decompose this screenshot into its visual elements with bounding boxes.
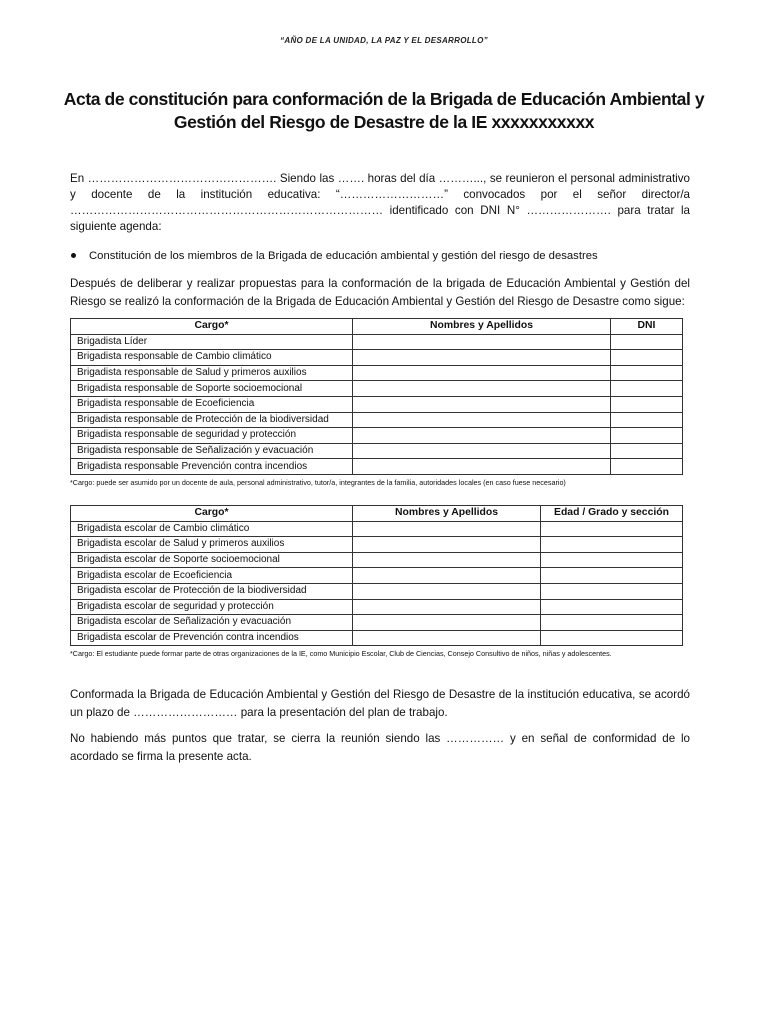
- table-row: [71, 412, 683, 428]
- table-row: [71, 599, 683, 615]
- column-header-nombres: Nombres y Apellidos: [353, 506, 541, 522]
- column-header-cargo: Cargo*: [71, 319, 353, 335]
- column-header-cargo: Cargo*: [71, 506, 353, 522]
- table-row: [71, 568, 683, 584]
- cargo-cell: Brigadista responsable de Soporte socioemocional: [71, 381, 353, 397]
- nombres-input-cell[interactable]: [353, 521, 541, 537]
- cargo-cell: Brigadista escolar de Ecoeficiencia: [71, 568, 353, 584]
- cargo-cell: Brigadista escolar de Prevención contra incendios: [71, 630, 353, 646]
- table1-footnote: *Cargo: puede ser asumido por un docente de aula, personal administrativo, tutor/a, integrantes de la familia, autoridades locales (en caso fuese necesario): [70, 478, 566, 487]
- dni-input-cell[interactable]: [611, 443, 683, 459]
- table-row: [71, 365, 683, 381]
- nombres-input-cell[interactable]: [353, 615, 541, 631]
- nombres-input-cell[interactable]: [353, 350, 611, 366]
- cargo-cell: Brigadista responsable de Protección de la biodiversidad: [71, 412, 353, 428]
- cargo-cell: Brigadista responsable de Señalización y evacuación: [71, 443, 353, 459]
- edad-grado-input-cell[interactable]: [541, 599, 683, 615]
- nombres-input-cell[interactable]: [353, 583, 541, 599]
- edad-grado-input-cell[interactable]: [541, 521, 683, 537]
- edad-grado-input-cell[interactable]: [541, 552, 683, 568]
- header-motto: “AÑO DE LA UNIDAD, LA PAZ Y EL DESARROLLO”: [280, 36, 488, 45]
- table-row: [71, 334, 683, 350]
- nombres-input-cell[interactable]: [353, 599, 541, 615]
- table2-footnote: *Cargo: El estudiante puede formar parte de otras organizaciones de la IE, como Municipio Escolar, Club de Ciencias, Consejo Consultivo de niños, niñas y adolescentes.: [70, 649, 612, 658]
- cargo-cell: Brigadista escolar de Cambio climático: [71, 521, 353, 537]
- nombres-input-cell[interactable]: [353, 459, 611, 475]
- cargo-cell: Brigadista Líder: [71, 334, 353, 350]
- cargo-cell: Brigadista responsable Prevención contra incendios: [71, 459, 353, 475]
- nombres-input-cell[interactable]: [353, 396, 611, 412]
- column-header-nombres: Nombres y Apellidos: [353, 319, 611, 335]
- dni-input-cell[interactable]: [611, 412, 683, 428]
- dni-input-cell[interactable]: [611, 459, 683, 475]
- dni-input-cell[interactable]: [611, 428, 683, 444]
- student-brigade-table: [70, 505, 683, 646]
- cargo-cell: Brigadista escolar de Salud y primeros auxilios: [71, 537, 353, 553]
- cargo-cell: Brigadista responsable de Ecoeficiencia: [71, 396, 353, 412]
- table-row: [71, 396, 683, 412]
- nombres-input-cell[interactable]: [353, 412, 611, 428]
- table-row: [71, 350, 683, 366]
- nombres-input-cell[interactable]: [353, 381, 611, 397]
- cargo-cell: Brigadista escolar de Señalización y evacuación: [71, 615, 353, 631]
- deliberation-paragraph: Después de deliberar y realizar propuestas para la conformación de la brigada de Educación Ambiental y Gestión del Riesgo se realizó la conformación de la Brigada de Educación Ambiental y Gestión del Riesgo de Desastre como sigue:: [70, 277, 690, 308]
- edad-grado-input-cell[interactable]: [541, 615, 683, 631]
- nombres-input-cell[interactable]: [353, 537, 541, 553]
- table-row: [71, 521, 683, 537]
- table-row: [71, 552, 683, 568]
- brigade-leaders-table: [70, 318, 683, 475]
- table-row: [71, 583, 683, 599]
- nombres-input-cell[interactable]: [353, 428, 611, 444]
- table-row: [71, 381, 683, 397]
- table-row: [71, 537, 683, 553]
- cargo-cell: Brigadista responsable de Salud y primeros auxilios: [71, 365, 353, 381]
- dni-input-cell[interactable]: [611, 396, 683, 412]
- nombres-input-cell[interactable]: [353, 568, 541, 584]
- table-row: [71, 443, 683, 459]
- edad-grado-input-cell[interactable]: [541, 630, 683, 646]
- agreement-paragraph: Conformada la Brigada de Educación Ambiental y Gestión del Riesgo de Desastre de la institución educativa, se acordó un plazo de ……………………… para la presentación del plan de trabajo.: [70, 688, 690, 719]
- cargo-cell: Brigadista escolar de Soporte socioemocional: [71, 552, 353, 568]
- intro-paragraph: En …………………………………………. Siendo las ……. horas del día ………..., se reunieron el personal administrativo y docente de la institución educativa: “………………………” convocados por el señor director/a ……………………………………………………………………… identificado con DNI N° …………………. para tratar la siguiente agenda:: [70, 172, 690, 233]
- edad-grado-input-cell[interactable]: [541, 583, 683, 599]
- edad-grado-input-cell[interactable]: [541, 537, 683, 553]
- table-row: [71, 428, 683, 444]
- title-line-1: Acta de constitución para conformación de la Brigada de Educación Ambiental y: [63, 89, 705, 109]
- table-row: [71, 630, 683, 646]
- agenda-item: Constitución de los miembros de la Brigada de educación ambiental y gestión del riesgo de desastres: [70, 248, 690, 264]
- agenda-list: [70, 248, 690, 264]
- column-header-dni: DNI: [611, 319, 683, 335]
- dni-input-cell[interactable]: [611, 381, 683, 397]
- cargo-cell: Brigadista responsable de Cambio climático: [71, 350, 353, 366]
- nombres-input-cell[interactable]: [353, 630, 541, 646]
- title-line-2: Gestión del Riesgo de Desastre de la IE xxxxxxxxxxx: [173, 112, 595, 132]
- nombres-input-cell[interactable]: [353, 334, 611, 350]
- nombres-input-cell[interactable]: [353, 552, 541, 568]
- cargo-cell: Brigadista escolar de seguridad y protección: [71, 599, 353, 615]
- edad-grado-input-cell[interactable]: [541, 568, 683, 584]
- cargo-cell: Brigadista escolar de Protección de la biodiversidad: [71, 583, 353, 599]
- cargo-cell: Brigadista responsable de seguridad y protección: [71, 428, 353, 444]
- nombres-input-cell[interactable]: [353, 443, 611, 459]
- nombres-input-cell[interactable]: [353, 365, 611, 381]
- closing-paragraph: No habiendo más puntos que tratar, se cierra la reunión siendo las …………… y en señal de conformidad de lo acordado se firma la presente acta.: [70, 732, 690, 763]
- table-row: [71, 459, 683, 475]
- table-row: [71, 615, 683, 631]
- dni-input-cell[interactable]: [611, 365, 683, 381]
- dni-input-cell[interactable]: [611, 350, 683, 366]
- table-header-row: [71, 506, 683, 522]
- column-header-edad-grado: Edad / Grado y sección: [541, 506, 683, 522]
- table-header-row: [71, 319, 683, 335]
- dni-input-cell[interactable]: [611, 334, 683, 350]
- document-title: [60, 88, 708, 134]
